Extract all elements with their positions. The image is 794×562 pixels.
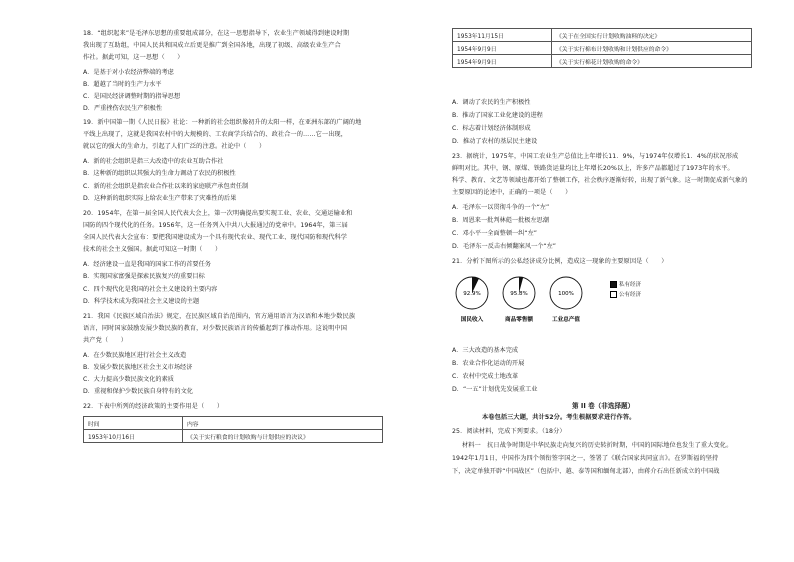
q22-table-part-2	[452, 28, 752, 68]
q25-head: 25．阅读材料，完成下列要求。（18分）	[452, 428, 566, 435]
legend-item-private	[610, 280, 641, 288]
q18-option-b[interactable]: B．超越了当时的生产力水平	[83, 81, 162, 88]
pie-center-label-2: 100%	[558, 291, 574, 297]
q23-stem-line-4: 主要原因的论述中，正确的一项是（ ）	[452, 189, 572, 196]
q25-material-line-2: 1942年1月1日，中国作为四个领衔签字国之一，签署了《联合国家共同宣言》。在罗斯福的坚持	[452, 455, 719, 462]
table-cell-content: 《关于实行棉花计划收购的命令》	[552, 55, 752, 68]
q23-stem-line-3: 科学、教育、文艺等领域也都开始了整顿工作，社会秩序逐渐好转，出现了新气象。这一时期促成新气象的	[452, 177, 748, 184]
q24-stem: 21．分析下图所示的公私经济成分比例，造成这一现象的主要原因是（ ）	[452, 258, 668, 265]
table-cell-time: 1954年9月9日	[453, 55, 552, 68]
section-2-subtitle: 本卷包括三大题，共计52分。考生根据要求进行作答。	[482, 414, 636, 421]
pie-caption-1: 商品零售额	[505, 317, 533, 323]
q21-option-d[interactable]: D．重视和保护少数民族自身特有的文化	[83, 388, 193, 395]
table-cell-content: 《关于实行粮食的计划收购与计划供应的决议》	[183, 430, 383, 443]
q18-stem-line-2: 我出现了互助组，中国人民共和国成立后更是推广到全国各地，出现了初级、高级农业生产合	[83, 42, 341, 49]
q21-option-c[interactable]: C．大力提高少数民族文化的素质	[83, 376, 174, 383]
q23-stem-line-1: 23．据统计，1975年，中国工农业生产总值比上年增长11．9%，与1974年仅增长1．4%的状况形成	[452, 153, 739, 160]
q22-table-part-1	[83, 416, 383, 443]
q19-option-c[interactable]: C．新的社会组织是指农业合作社以来的家庭联产承包责任制	[83, 183, 249, 190]
pie-chart-group	[452, 271, 692, 333]
q20-option-a[interactable]: A．经济建设一直是我国的国家工作的首要任务	[83, 261, 211, 268]
q20-option-d[interactable]: D．科学技术成为我国社会主义建设的主题	[83, 298, 200, 305]
q25-material-line-1: 材料一 抗日战争时期是中华民族走向复兴的历史转折时期，中国的国际地位也发生了重大变化。	[462, 442, 733, 449]
q22-option-c[interactable]: C．标志着计划经济体制形成	[452, 125, 531, 132]
q24-option-d[interactable]: D．“一五”计划优先发展重工业	[452, 386, 538, 393]
q20-option-c[interactable]: C．四个现代化是我国的社会主义建设的主要内容	[83, 286, 218, 293]
legend-label-private: 私有经济	[619, 282, 642, 288]
q23-option-a[interactable]: A．毛泽东一以贯彻斗争的一个“左”	[452, 204, 550, 211]
q24-option-a[interactable]: A．三大改造的基本完成	[452, 347, 519, 354]
q25-material-line-3: 下，决定单独开辟“中国战区”（包括中、越、泰等国和缅甸北部），由蒋介石出任新成立的中国战	[452, 468, 720, 475]
pie-center-label-0: 92.9%	[463, 291, 481, 297]
table-row	[453, 29, 752, 42]
q22-option-a[interactable]: A．调动了农民的生产积极性	[452, 99, 531, 106]
q21-option-b[interactable]: B．发展少数民族地区社会主义市场经济	[83, 364, 193, 371]
q18-stem-line-3: 作社。据此可知，这一思想（ ）	[83, 54, 184, 61]
legend-item-public	[610, 290, 641, 298]
table-cell-time: 1953年10月16日	[84, 430, 183, 443]
q22-stem: 22．下表中所列的经济政策的主要作用是（ ）	[83, 403, 224, 410]
q19-stem-line-2: 平线上出现了，这就是我国农村中的大规模的、工农商学兵结合的、政社合一的……它一出现，	[83, 131, 348, 138]
table-cell-content: 《关于在全国实行计划收购油料的决定》	[552, 29, 752, 42]
pie-center-label-1: 95.8%	[510, 291, 528, 297]
table-cell-time: 1953年11月15日	[453, 29, 552, 42]
q23-stem-line-2: 鲜明对比。其中，钢、原煤、铁路货运量均比上年增长20%以上，许多产品都超过了1973年的水平。	[452, 165, 734, 172]
q18-option-c[interactable]: C．是国民经济调整时期的指导思想	[83, 93, 181, 100]
table-row	[453, 55, 752, 68]
q19-stem-line-3: 就以它的强大的生命力，引起了人们广泛的注意。社论中（ ）	[83, 143, 266, 150]
q21-stem-line-1: 21．我国《民族区域自治法》规定，在民族区域自治范围内，官方通用语言为汉语和本地少数民族	[83, 313, 356, 320]
q19-option-b[interactable]: B．这种新的组织以其强大的生命力调动了农民的积极性	[83, 170, 236, 177]
q22-option-d[interactable]: D．推动了农村的基层民主建设	[452, 138, 538, 145]
legend-swatch-public	[610, 291, 617, 298]
table-header-time: 时间	[84, 417, 183, 430]
q21-stem-line-3: 共产党（ ）	[83, 337, 128, 344]
q19-option-a[interactable]: A．新的社会组织是指三大改造中的农业互助合作社	[83, 158, 224, 165]
q20-stem-line-3: 全国人民代表大会宣布：要把我国建设成为一个具有现代农业、现代工业、现代国防和现代科学	[83, 234, 348, 241]
q19-option-d[interactable]: D．这种新的组织实际上给农业生产带来了灾难性的后果	[83, 195, 237, 202]
q24-option-c[interactable]: C．农村中完成土地改革	[452, 373, 519, 380]
q21-option-a[interactable]: A．在少数民族地区进行社会主义改造	[83, 352, 187, 359]
q20-stem-line-4: 技术的社会主义强国。据此可知这一时期（ ）	[83, 246, 222, 253]
q19-stem-line-1: 19．新中国第一期《人民日报》社论：一种新的社会组织像初升的太阳一样，在亚洲东部的广阔的地	[83, 119, 362, 126]
q20-stem-line-1: 20．1954年，在第一届全国人民代表大会上，第一次明确提出要实现工业、农业、交通运输业和	[83, 210, 353, 217]
pie-caption-0: 国民收入	[460, 317, 484, 323]
q18-option-d[interactable]: D．严重挫伤农民生产积极性	[83, 105, 163, 112]
table-row	[453, 42, 752, 55]
pie-caption-2: 工业总产值	[552, 317, 580, 323]
section-2-title: 第 II 卷（非选择题）	[572, 402, 635, 410]
q20-option-b[interactable]: B．实现国家富强是探索民族复兴的重要目标	[83, 273, 205, 280]
legend-swatch-private	[610, 281, 617, 288]
q18-stem-line-1: 18．“组织起来”是毛泽东思想的重要组成部分，在这一思想指导下，农业生产领域得到建设时期	[83, 30, 350, 37]
q20-stem-line-2: 国防的四个现代化的任务。1956年，这一任务列入中共八大报通过的党章中。1964年，第三届	[83, 222, 348, 229]
q23-option-d[interactable]: D．毛泽东一反击右倾翻案风一个“左”	[452, 243, 556, 250]
q24-option-b[interactable]: B．农业合作化运动的开展	[452, 360, 525, 367]
table-cell-time: 1954年9月9日	[453, 42, 552, 55]
table-row	[84, 430, 383, 443]
q22-option-b[interactable]: B．推动了国家工业化建设的进程	[452, 112, 543, 119]
q18-option-a[interactable]: A．是基于对小农经济弊端的考虑	[83, 69, 174, 76]
table-header-row	[84, 417, 383, 430]
table-header-content: 内容	[183, 417, 383, 430]
q23-option-c[interactable]: C．邓小平一全面整顿一纠“左”	[452, 230, 537, 237]
legend-label-public: 公有经济	[619, 292, 642, 298]
q21-stem-line-2: 语言，同时国家鼓励发展少数民族的教育，对少数民族语言的传播起到了推动作用。这说明中国	[83, 325, 348, 332]
table-cell-content: 《关于实行棉布计划收购和计划供应的命令》	[552, 42, 752, 55]
q23-option-b[interactable]: B．周恩来一批判林彪一批极左思潮	[452, 217, 550, 224]
